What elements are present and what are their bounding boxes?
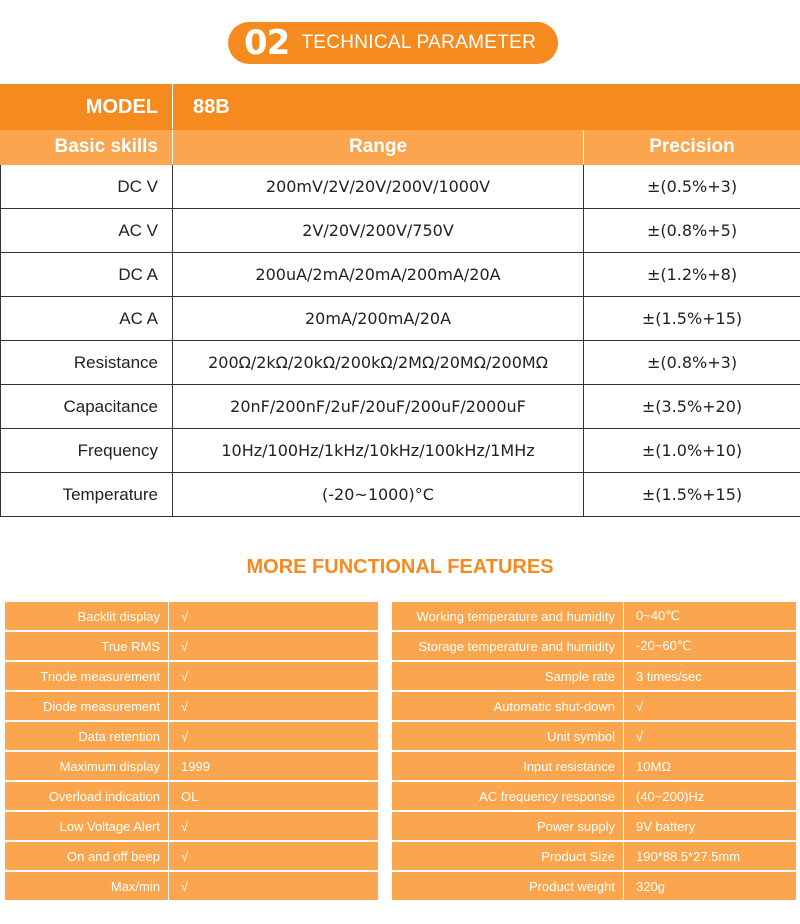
feature-value: (40~200)Hz <box>624 782 796 810</box>
feature-label: Input resistance <box>392 752 624 780</box>
skill-cell: AC A <box>1 297 173 341</box>
spec-header-row <box>1 130 800 165</box>
feature-value: √ <box>169 872 378 900</box>
feature-value: 190*88.5*27.5mm <box>624 842 796 870</box>
precision-cell: ±(1.5%+15) <box>584 473 800 517</box>
feature-value: √ <box>169 602 378 630</box>
skill-cell: DC V <box>1 165 173 209</box>
table-row <box>1 341 800 385</box>
feature-value: 1999 <box>169 752 378 780</box>
feature-row <box>392 752 796 780</box>
feature-label: Backlit display <box>5 602 169 630</box>
feature-value: √ <box>624 692 796 720</box>
feature-value: 0~40℃ <box>624 602 796 630</box>
feature-row <box>392 692 796 720</box>
feature-row <box>392 632 796 660</box>
feature-value: 320g <box>624 872 796 900</box>
precision-cell: ±(1.0%+10) <box>584 429 800 473</box>
feature-row <box>5 632 378 660</box>
feature-row <box>5 812 378 840</box>
feature-label: Max/min <box>5 872 169 900</box>
skill-cell: Capacitance <box>1 385 173 429</box>
table-row <box>1 473 800 517</box>
feature-label: Working temperature and humidity <box>392 602 624 630</box>
feature-value: √ <box>169 662 378 690</box>
section-number: 02 <box>244 23 290 63</box>
feature-label: Overload indication <box>5 782 169 810</box>
features-table-left <box>5 600 378 902</box>
precision-cell: ±(0.8%+5) <box>584 209 800 253</box>
table-row <box>1 253 800 297</box>
feature-value: √ <box>169 812 378 840</box>
feature-value: √ <box>169 692 378 720</box>
feature-row <box>5 692 378 720</box>
feature-value: 9V battery <box>624 812 796 840</box>
section-title: TECHNICAL PARAMETER <box>301 32 537 53</box>
model-label: MODEL <box>1 85 173 130</box>
column-header-precision: Precision <box>584 130 800 165</box>
skill-cell: DC A <box>1 253 173 297</box>
feature-label: Triode measurement <box>5 662 169 690</box>
feature-value: √ <box>169 632 378 660</box>
feature-row <box>5 842 378 870</box>
feature-row <box>392 842 796 870</box>
feature-value: √ <box>169 842 378 870</box>
feature-label: Maximum display <box>5 752 169 780</box>
range-cell: 10Hz/100Hz/1kHz/10kHz/100kHz/1MHz <box>173 429 584 473</box>
model-value: 88B <box>173 85 800 130</box>
feature-row <box>392 812 796 840</box>
feature-value: √ <box>624 722 796 750</box>
skill-cell: Resistance <box>1 341 173 385</box>
feature-row <box>5 782 378 810</box>
feature-row <box>392 872 796 900</box>
features-title: MORE FUNCTIONAL FEATURES <box>246 556 554 578</box>
precision-cell: ±(1.2%+8) <box>584 253 800 297</box>
table-row <box>1 165 800 209</box>
table-row <box>1 429 800 473</box>
spec-table <box>0 84 800 517</box>
feature-label: Unit symbol <box>392 722 624 750</box>
column-header-range: Range <box>173 130 584 165</box>
range-cell: 200Ω/2kΩ/20kΩ/200kΩ/2MΩ/20MΩ/200MΩ <box>173 341 584 385</box>
feature-row <box>5 752 378 780</box>
range-cell: 20mA/200mA/20A <box>173 297 584 341</box>
feature-row <box>392 722 796 750</box>
column-header-skill: Basic skills <box>1 130 173 165</box>
feature-label: On and off beep <box>5 842 169 870</box>
range-cell: (-20~1000)°C <box>173 473 584 517</box>
range-cell: 200uA/2mA/20mA/200mA/20A <box>173 253 584 297</box>
feature-label: Automatic shut-down <box>392 692 624 720</box>
precision-cell: ±(0.5%+3) <box>584 165 800 209</box>
feature-label: Power supply <box>392 812 624 840</box>
section-title-badge <box>228 22 558 64</box>
feature-label: AC frequency response <box>392 782 624 810</box>
feature-label: Sample rate <box>392 662 624 690</box>
feature-row <box>5 872 378 900</box>
feature-label: Product weight <box>392 872 624 900</box>
feature-label: Storage temperature and humidity <box>392 632 624 660</box>
feature-row <box>392 602 796 630</box>
feature-label: Data retention <box>5 722 169 750</box>
precision-cell: ±(3.5%+20) <box>584 385 800 429</box>
feature-label: True RMS <box>5 632 169 660</box>
skill-cell: Temperature <box>1 473 173 517</box>
feature-row <box>5 662 378 690</box>
feature-row <box>392 662 796 690</box>
skill-cell: Frequency <box>1 429 173 473</box>
features-table-right <box>392 600 796 902</box>
model-row <box>1 85 800 130</box>
range-cell: 20nF/200nF/2uF/20uF/200uF/2000uF <box>173 385 584 429</box>
feature-label: Product Size <box>392 842 624 870</box>
range-cell: 200mV/2V/20V/200V/1000V <box>173 165 584 209</box>
range-cell: 2V/20V/200V/750V <box>173 209 584 253</box>
feature-value: -20~60℃ <box>624 632 796 660</box>
precision-cell: ±(0.8%+3) <box>584 341 800 385</box>
table-row <box>1 385 800 429</box>
feature-value: √ <box>169 722 378 750</box>
feature-value: 10MΩ <box>624 752 796 780</box>
feature-value: 3 times/sec <box>624 662 796 690</box>
feature-row <box>392 782 796 810</box>
feature-row <box>5 602 378 630</box>
feature-value: OL <box>169 782 378 810</box>
feature-label: Diode measurement <box>5 692 169 720</box>
table-row <box>1 297 800 341</box>
skill-cell: AC V <box>1 209 173 253</box>
table-row <box>1 209 800 253</box>
feature-label: Low Voltage Alert <box>5 812 169 840</box>
feature-row <box>5 722 378 750</box>
precision-cell: ±(1.5%+15) <box>584 297 800 341</box>
